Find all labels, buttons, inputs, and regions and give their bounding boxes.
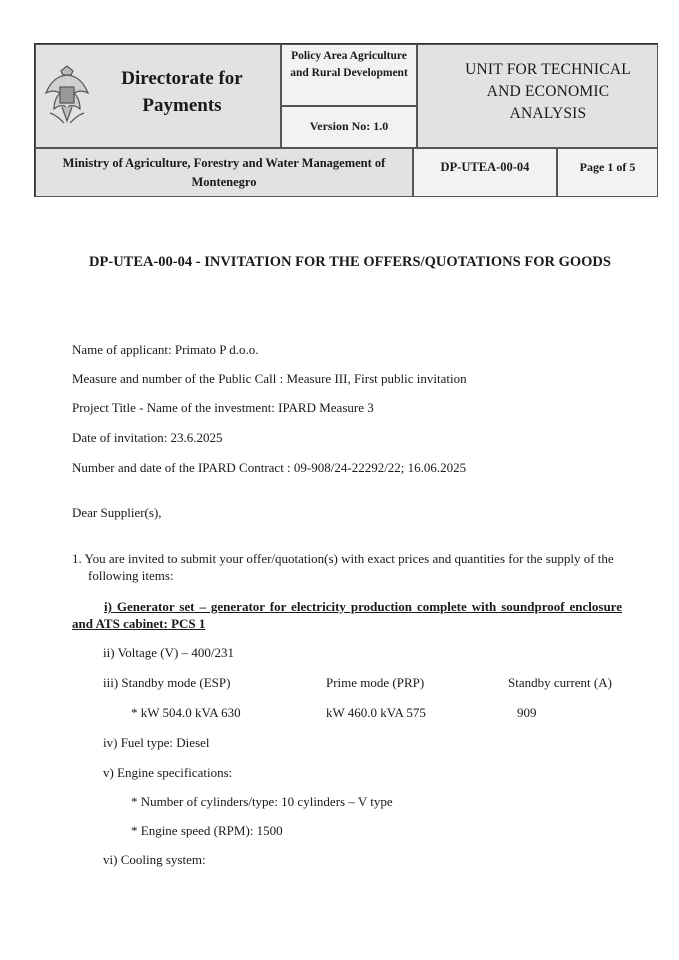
version-cell xyxy=(281,106,417,148)
page-number-text: Page 1 of 5 xyxy=(579,160,636,174)
doc-code-cell xyxy=(413,148,557,197)
salutation: Dear Supplier(s), xyxy=(72,505,162,520)
ministry-cell xyxy=(35,148,413,197)
page-number-cell xyxy=(557,148,658,197)
prime-value: kW 460.0 kVA 575 xyxy=(326,705,426,720)
standby-value: * kW 504.0 kVA 630 xyxy=(131,705,241,720)
header-table xyxy=(34,43,658,197)
directorate-title: Directorate for Payments xyxy=(121,68,243,116)
directorate-cell xyxy=(35,44,281,148)
cooling-line: vi) Cooling system: xyxy=(103,852,206,867)
applicant-line: Name of applicant: Primato P d.o.o. xyxy=(72,342,259,357)
current-value: 909 xyxy=(517,705,537,720)
doc-code-text: DP-UTEA-00-04 xyxy=(440,160,530,174)
policy-area-text: Policy Area Agriculture and Rural Development xyxy=(290,50,408,79)
prime-label: Prime mode (PRP) xyxy=(326,675,425,690)
date-line: Date of invitation: 23.6.2025 xyxy=(72,430,223,445)
rpm-line: * Engine speed (RPM): 1500 xyxy=(131,823,283,838)
measure-line: Measure and number of the Public Call : Measure III, First public invitation xyxy=(72,371,467,386)
current-label: Standby current (A) xyxy=(508,675,612,690)
cylinders-line: * Number of cylinders/type: 10 cylinders – V type xyxy=(131,794,393,809)
ministry-text: Ministry of Agriculture, Forestry and Water Management of Montenegro xyxy=(62,156,386,189)
document-title: DP-UTEA-00-04 - INVITATION FOR THE OFFERS/QUOTATIONS FOR GOODS xyxy=(89,254,611,270)
voltage-line: ii) Voltage (V) – 400/231 xyxy=(103,645,234,660)
project-line: Project Title - Name of the investment: IPARD Measure 3 xyxy=(72,400,374,415)
unit-text: UNIT FOR TECHNICAL AND ECONOMIC ANALYSIS xyxy=(465,61,631,122)
version-text: Version No: 1.0 xyxy=(309,119,389,133)
unit-cell xyxy=(417,44,658,148)
standby-label: iii) Standby mode (ESP) xyxy=(103,675,231,690)
policy-area-cell xyxy=(281,44,417,106)
intro-paragraph: 1. You are invited to submit your offer/quotation(s) with exact prices and quantities for the supply of the following items: xyxy=(72,551,614,583)
item-heading: i) Generator set – generator for electricity production complete with soundproof enclosure and ATS cabinet: PCS 1 xyxy=(72,599,622,631)
coat-of-arms-icon xyxy=(42,63,92,125)
fuel-line: iv) Fuel type: Diesel xyxy=(103,735,210,750)
contract-line: Number and date of the IPARD Contract : 09-908/24-22292/22; 16.06.2025 xyxy=(72,460,467,475)
engine-line: v) Engine specifications: xyxy=(103,765,233,780)
